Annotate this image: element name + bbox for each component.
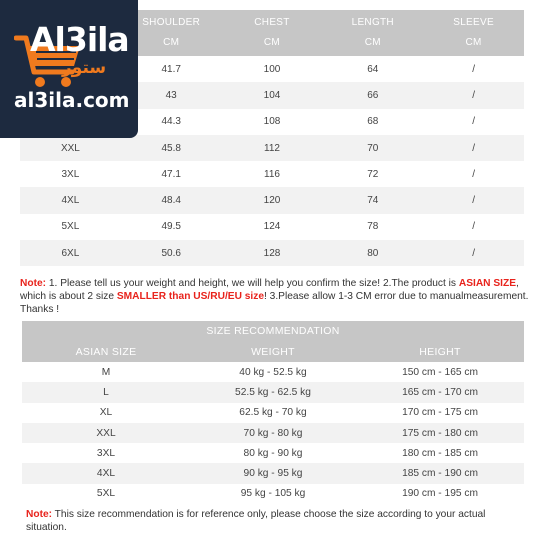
cell-size: 3XL xyxy=(96,447,116,459)
cell-chest: 112 xyxy=(264,142,280,154)
logo-domain: al3ila.com xyxy=(14,88,130,112)
cell-sleeve: / xyxy=(472,195,475,207)
cell-sleeve: / xyxy=(472,89,475,101)
cell-size: 4XL xyxy=(96,468,116,480)
cell-size: 4XL xyxy=(61,195,80,207)
cell-sleeve: / xyxy=(472,168,475,180)
header-cell-asian-size: ASIAN SIZE xyxy=(75,345,137,358)
cell-height: 150 cm - 165 cm xyxy=(402,366,478,378)
cell-length: 68 xyxy=(367,116,379,128)
header-cell-length xyxy=(322,10,423,56)
cell-height: 180 cm - 185 cm xyxy=(402,447,478,459)
note-label: Note: xyxy=(26,509,53,520)
cell-size: XL xyxy=(99,407,113,419)
cell-size: 3XL xyxy=(61,168,80,180)
header-top: CHEST xyxy=(254,17,290,28)
header-unit: CM xyxy=(263,37,281,48)
cell-size: L xyxy=(103,386,109,398)
cell-chest: 116 xyxy=(264,168,280,180)
cell-height: 190 cm - 195 cm xyxy=(402,488,478,500)
cell-chest: 124 xyxy=(263,221,281,233)
header-unit: CM xyxy=(465,37,482,48)
cell-chest: 128 xyxy=(263,247,281,259)
cell-shoulder: 43 xyxy=(165,89,177,101)
cell-shoulder: 44.3 xyxy=(161,116,181,128)
cell-length: 64 xyxy=(367,63,379,75)
header-unit: CM xyxy=(163,37,180,48)
cell-size: XXL xyxy=(96,427,116,439)
table-row xyxy=(20,187,524,213)
header-top: LENGTH xyxy=(351,17,394,28)
store-logo xyxy=(0,0,138,138)
cell-length: 78 xyxy=(367,221,379,233)
header-cell-height: HEIGHT xyxy=(419,345,461,358)
table-row xyxy=(20,135,524,161)
logo-arabic-text: ستور xyxy=(62,58,107,78)
header-cell-sleeve xyxy=(423,10,524,56)
cell-shoulder: 50.6 xyxy=(161,247,181,259)
cell-height: 185 cm - 190 cm xyxy=(402,468,478,480)
recommendation-header xyxy=(22,341,524,362)
cell-shoulder: 47.1 xyxy=(161,168,181,180)
note-label: Note: xyxy=(20,278,47,289)
recommendation-title: SIZE RECOMMENDATION xyxy=(22,321,524,341)
header-cell-chest xyxy=(222,10,323,56)
table-row xyxy=(22,423,524,443)
note-text: , which is about 2 size xyxy=(20,278,519,302)
note-text: ! 3.Please allow 1-3 CM error due to manualmeasurement. Thanks ! xyxy=(20,291,529,315)
note-text: This size recommendation is for reference only, please choose the size according to your actual situation. xyxy=(26,509,486,533)
cell-sleeve: / xyxy=(472,247,475,259)
header-top: SHOULDER xyxy=(142,17,201,28)
header-unit: CM xyxy=(364,37,381,48)
cell-size: 5XL xyxy=(96,488,116,500)
table-row xyxy=(22,484,524,504)
cell-weight: 80 kg - 90 kg xyxy=(243,447,303,459)
table-row xyxy=(22,362,524,382)
note-highlight-asian-size: ASIAN SIZE xyxy=(458,278,517,289)
cell-chest: 108 xyxy=(263,116,281,128)
header-top: SLEEVE xyxy=(453,17,494,28)
cell-length: 70 xyxy=(367,142,379,154)
cell-weight: 90 kg - 95 kg xyxy=(243,468,303,480)
cell-shoulder: 41.7 xyxy=(161,63,181,75)
size-recommendation-table xyxy=(22,321,524,504)
cell-sleeve: / xyxy=(472,63,475,75)
cell-length: 74 xyxy=(367,195,379,207)
cell-sleeve: / xyxy=(472,142,475,154)
size-note xyxy=(20,277,530,316)
note-highlight-smaller: SMALLER than US/RU/EU size xyxy=(116,291,265,302)
cell-length: 72 xyxy=(367,168,379,180)
cell-weight: 62.5 kg - 70 kg xyxy=(239,407,307,419)
cell-chest: 104 xyxy=(263,89,281,101)
cell-size: XXL xyxy=(60,142,80,154)
cell-height: 175 cm - 180 cm xyxy=(402,427,478,439)
cell-sleeve: / xyxy=(472,116,475,128)
cell-shoulder: 45.8 xyxy=(161,142,181,154)
table-row xyxy=(22,443,524,463)
note-text: 1. Please tell us your weight and height, we will help you confirm the size! 2.The product is xyxy=(46,278,459,289)
logo-title: Al3ila xyxy=(30,20,129,59)
table-row xyxy=(22,403,524,423)
table-row xyxy=(20,214,524,240)
cell-weight: 70 kg - 80 kg xyxy=(243,427,303,439)
table-row xyxy=(20,161,524,187)
cell-weight: 40 kg - 52.5 kg xyxy=(239,366,307,378)
recommendation-note xyxy=(26,508,526,534)
cell-chest: 100 xyxy=(263,63,281,75)
cell-weight: 52.5 kg - 62.5 kg xyxy=(235,386,311,398)
header-cell-weight: WEIGHT xyxy=(251,345,295,358)
cell-size: M xyxy=(101,366,111,378)
table-row xyxy=(22,463,524,483)
cell-height: 170 cm - 175 cm xyxy=(402,407,478,419)
cell-size: 5XL xyxy=(61,221,80,233)
cell-size: 6XL xyxy=(61,247,80,259)
cell-length: 80 xyxy=(367,247,379,259)
cell-length: 66 xyxy=(367,89,379,101)
table-row xyxy=(22,382,524,402)
cell-sleeve: / xyxy=(472,221,475,233)
cell-weight: 95 kg - 105 kg xyxy=(240,488,306,500)
cell-shoulder: 49.5 xyxy=(161,221,181,233)
cell-height: 165 cm - 170 cm xyxy=(402,386,478,398)
table-row xyxy=(20,240,524,266)
cell-shoulder: 48.4 xyxy=(161,195,181,207)
cell-chest: 120 xyxy=(263,195,281,207)
